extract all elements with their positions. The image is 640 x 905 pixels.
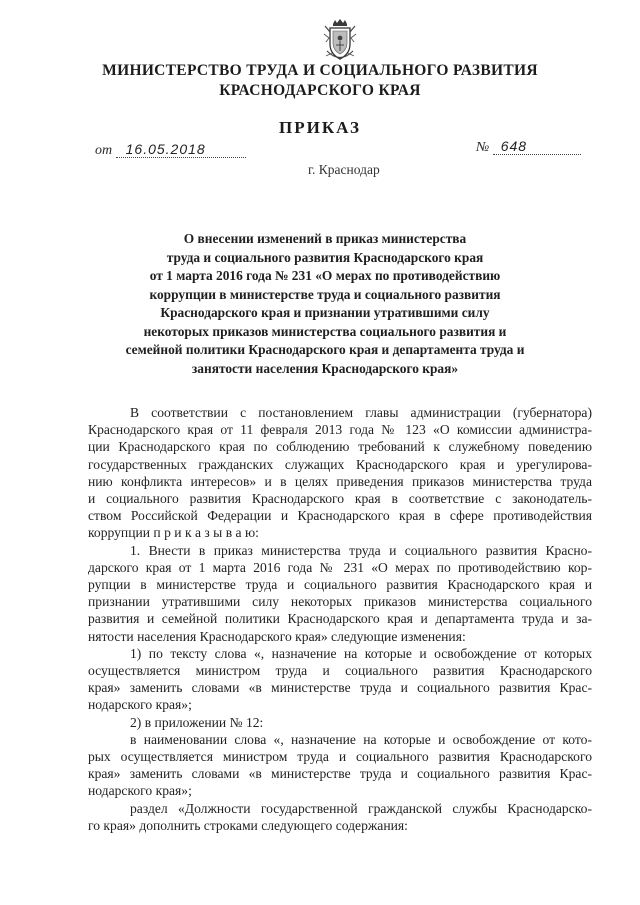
body-line: признании утратившими силу некоторых приказов министерства социального xyxy=(88,594,592,610)
body-line: нодарского края»; xyxy=(88,697,192,713)
number-prefix: № xyxy=(476,140,490,155)
body-line: ции Краснодарского края по соблюдению требований к служебному поведению xyxy=(88,439,592,455)
body-line: нию конфликта интересов» и в целях приведения приказов министерства труда xyxy=(88,473,592,489)
subject-line: О внесении изменений в приказ министерства xyxy=(183,231,467,246)
body-line: го края» дополнить строками следующего содержания: xyxy=(88,817,408,833)
subject-line: семейной политики Краснодарского края и департамента труда и xyxy=(125,342,525,357)
date-prefix: от xyxy=(95,143,113,158)
subject-line: Краснодарского края и признании утратившими силу xyxy=(160,305,490,320)
order-number-row xyxy=(476,138,581,156)
order-number: 648 xyxy=(493,138,581,155)
body-line: ством Российской Федерации и Краснодарского края в сфере противодействия xyxy=(88,508,592,524)
body-line: в наименовании слова «, назначение на которые и освобождение от кото- xyxy=(130,731,592,747)
body-line: развития и семейной политики Краснодарского края и департамента труда и за- xyxy=(88,611,592,627)
body-line: и социального развития Краснодарского края в соответствие с законодатель- xyxy=(88,491,592,507)
order-title: ПРИКАЗ xyxy=(279,118,361,137)
body-line: рупции в министерстве труда и социального развития Краснодарского края и xyxy=(88,577,592,593)
order-body xyxy=(88,404,592,834)
krasnodar-coat-of-arms-icon xyxy=(322,18,358,64)
city: г. Краснодар xyxy=(308,162,380,177)
body-line: раздел «Должности государственной гражданской службы Краснодарско- xyxy=(130,800,592,816)
subject-line: от 1 марта 2016 года № 231 «О мерах по противодействию xyxy=(149,268,501,283)
body-line: коррупции п р и к а з ы в а ю: xyxy=(88,525,259,541)
body-line: В соответствии с постановлением главы администрации (губернатора) xyxy=(130,405,592,420)
body-line: Краснодарского края от 11 февраля 2013 года № 123 «О комиссии администра- xyxy=(88,422,592,438)
body-line: 1. Внести в приказ министерства труда и социального развития Красно- xyxy=(130,542,592,558)
body-line: края» заменить словами «в министерстве труда и социального развития Крас- xyxy=(88,766,592,782)
order-date-row xyxy=(95,141,246,159)
subject-line: коррупции в министерстве труда и социального развития xyxy=(149,286,501,302)
order-date: 16.05.2018 xyxy=(116,141,246,158)
ministry-name-line1: МИНИСТЕРСТВО ТРУДА И СОЦИАЛЬНОГО РАЗВИТИЯ xyxy=(102,62,538,79)
body-line: государственных гражданских служащих Краснодарского края и урегулирова- xyxy=(88,456,592,472)
order-subject xyxy=(100,230,550,378)
body-line: дарского края от 1 марта 2016 года № 231 «О мерах по противодействию кор- xyxy=(88,559,592,575)
body-line: края» заменить словами «в министерстве труда и социального развития Крас- xyxy=(88,680,592,696)
body-line: 2) в приложении № 12: xyxy=(130,714,264,730)
subject-line: труда и социального развития Краснодарского края xyxy=(166,249,484,265)
ministry-name-line2: КРАСНОДАРСКОГО КРАЯ xyxy=(219,82,421,99)
body-line: нятости населения Краснодарского края» следующие изменения: xyxy=(88,628,466,644)
body-line: 1) по тексту слова «, назначение на которые и освобождение от которых xyxy=(130,645,592,661)
body-line: осуществляется министром труда и социального развития Краснодарского xyxy=(88,663,592,679)
subject-line: занятости населения Краснодарского края» xyxy=(191,360,459,376)
body-line: нодарского края»; xyxy=(88,783,192,799)
subject-line: некоторых приказов министерства социального развития и xyxy=(143,323,507,339)
body-line: рых осуществляется министром труда и социального развития Краснодарского xyxy=(88,749,592,765)
